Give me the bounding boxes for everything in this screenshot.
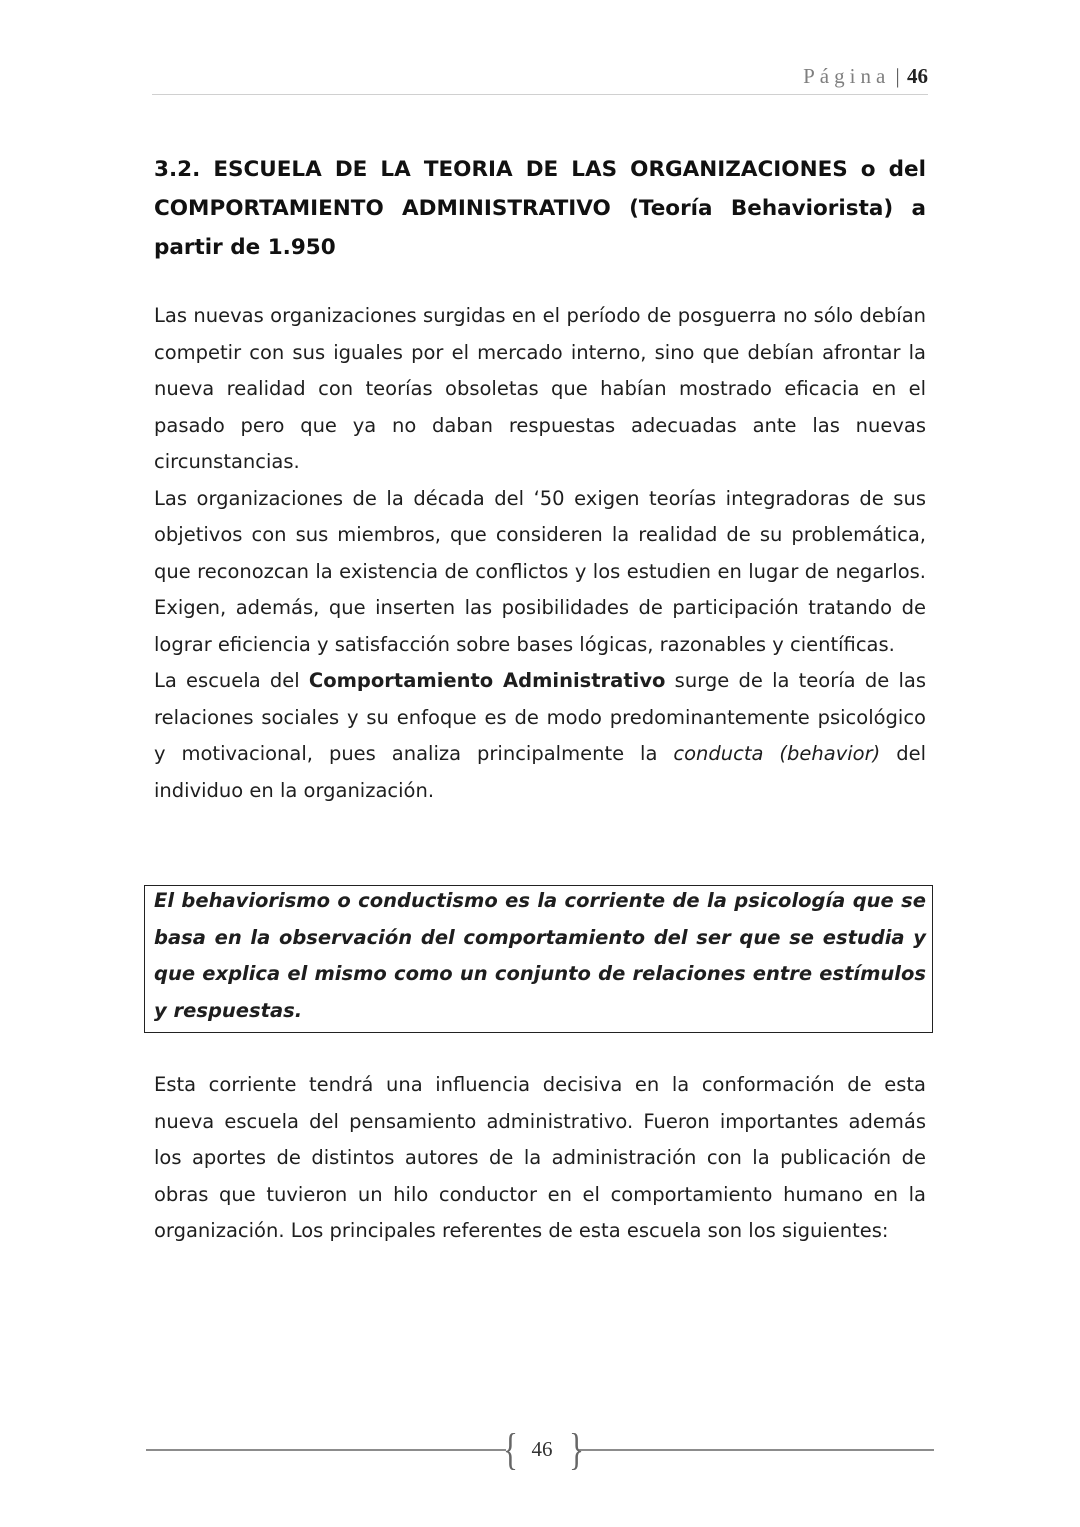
section-heading: 3.2. ESCUELA DE LA TEORIA DE LAS ORGANIZACIONES o del COMPORTAMIENTO ADMINISTRATIVO (Teoría Behaviorista) a partir de 1.950 xyxy=(154,157,926,260)
header-separator: | xyxy=(895,64,900,88)
paragraph-comportamiento xyxy=(154,663,926,809)
italic-term: conducta (behavior) xyxy=(673,742,881,765)
definition-callout-text: El behaviorismo o conductismo es la corriente de la psicología que se basa en la observación del comportamiento del ser que se estudia y que explica el mismo como un conjunto de relaciones entre estímulos y respuestas. xyxy=(154,889,926,1022)
footer-page-number: 46 xyxy=(531,1437,553,1461)
body-text-block-2 xyxy=(154,1067,926,1250)
paragraph-text-after: del individuo en la organización. xyxy=(154,742,926,802)
footer-brace-open: { xyxy=(503,1425,518,1474)
page-label: Página xyxy=(803,64,891,88)
paragraph-decada-50: Las organizaciones de la década del ‘50 exigen teorías integradoras de sus objetivos con sus miembros, que consideren la realidad de su problemática, que reconozcan la existencia de conflictos y los estudien en lugar de negarlos. Exigen, además, que inserten las posibilidades de participación tratando de lograr eficiencia y satisfacción sobre bases lógicas, razonables y científicas. xyxy=(154,486,926,656)
footer-rule-left xyxy=(146,1449,506,1451)
paragraph-posguerra: Las nuevas organizaciones surgidas en el período de posguerra no sólo debían competir con sus iguales por el mercado interno, sino que debían afrontar la nueva realidad con teorías obsoletas que habían mostrado eficacia en el pasado pero que ya no daban respuestas adecuadas ante las nuevas circunstancias. xyxy=(154,304,926,473)
footer-rule-right xyxy=(578,1449,934,1451)
paragraph-text-middle: surge de la teoría de las relaciones sociales y su enfoque es de modo predominantemente psicológico y motivacional, pues analiza principalmente la xyxy=(154,669,926,765)
header-page-number: 46 xyxy=(907,64,928,88)
page-header xyxy=(152,64,928,95)
footer-brace-close: } xyxy=(569,1425,584,1474)
bold-term: Comportamiento Administrativo xyxy=(308,669,666,692)
paragraph-text-before: La escuela del xyxy=(154,669,309,692)
paragraph-influencia: Esta corriente tendrá una influencia decisiva en la conformación de esta nueva escuela del pensamiento administrativo. Fueron importantes además los aportes de distintos autores de la administración con la publicación de obras que tuvieron un hilo conductor en el comportamiento humano en la organización. Los principales referentes de esta escuela son los siguientes: xyxy=(154,1073,926,1242)
body-text-block-1 xyxy=(154,298,926,809)
